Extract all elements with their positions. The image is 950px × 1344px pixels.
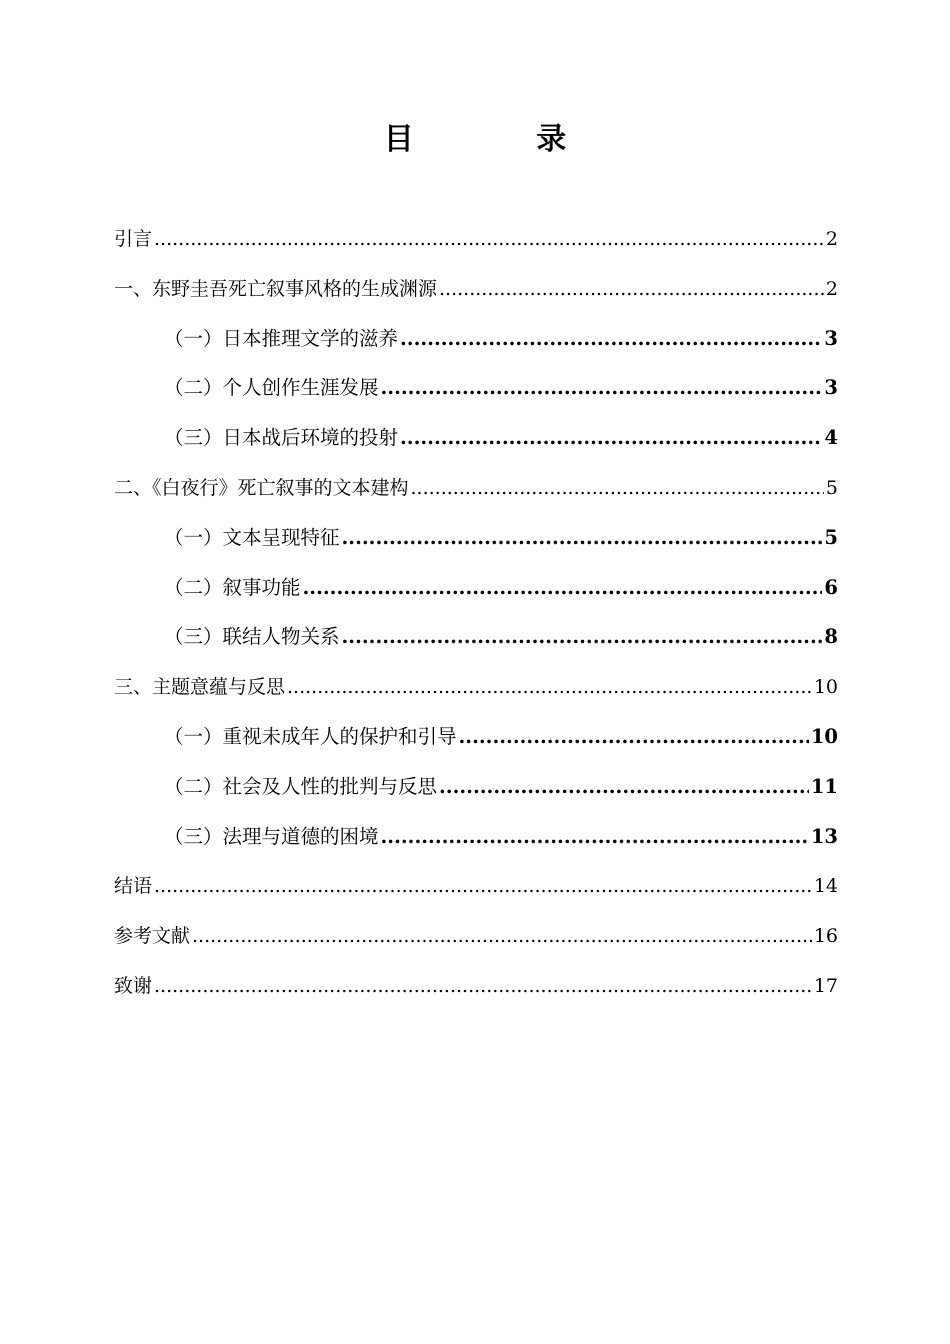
toc-title: 目 录 (383, 122, 623, 157)
toc-entry-acknowledgements[interactable] (114, 969, 838, 1019)
toc-page-number: 8 (824, 625, 838, 649)
toc-entry-section-3-2[interactable] (114, 770, 838, 820)
toc-dot-leader (411, 471, 824, 505)
toc-dot-leader (342, 620, 823, 654)
toc-dot-leader (303, 571, 823, 605)
toc-entry-references[interactable] (114, 919, 838, 969)
toc-page-number: 5 (824, 525, 838, 549)
toc-entry-introduction[interactable] (114, 222, 838, 272)
toc-dot-leader (192, 919, 812, 953)
toc-entry-section-1-2[interactable] (114, 371, 838, 421)
toc-page-number: 3 (824, 326, 838, 350)
toc-entry-text: （二）社会及人性的批判与反思 (164, 774, 438, 798)
toc-entry-text: （一）日本推理文学的滋养 (164, 326, 399, 350)
toc-entry-text: 二、《白夜行》死亡叙事的文本建构 (114, 476, 409, 499)
toc-dot-leader (400, 421, 822, 455)
toc-entry-section-1-3[interactable] (114, 421, 838, 471)
toc-dot-leader (381, 820, 809, 854)
toc-entry-text: 一、东野圭吾死亡叙事风格的生成渊源 (114, 277, 438, 300)
toc-entry-text: 三、主题意蕴与反思 (114, 676, 286, 699)
toc-page-number: 3 (824, 376, 838, 400)
toc-dot-leader (154, 969, 812, 1003)
toc-page-number: 5 (825, 476, 838, 499)
toc-dot-leader (400, 322, 822, 356)
toc-entry-text: （三）法理与道德的困境 (164, 824, 379, 848)
toc-entry-text: （二）叙事功能 (164, 575, 301, 599)
toc-dot-leader (439, 770, 809, 804)
toc-page-number: 2 (825, 277, 838, 300)
toc-entry-text: （二）个人创作生涯发展 (164, 376, 379, 400)
toc-page-number: 11 (810, 774, 838, 798)
toc-page-number: 17 (813, 974, 838, 997)
toc-entry-section-3-1[interactable] (114, 720, 838, 770)
toc-entry-text: 致谢 (114, 974, 153, 997)
toc-page-number: 14 (813, 875, 838, 898)
toc-entry-text: （一）文本呈现特征 (164, 525, 340, 549)
toc-entry-section-2-3[interactable] (114, 620, 838, 670)
toc-entry-section-2-2[interactable] (114, 571, 838, 621)
toc-dot-leader (287, 670, 812, 704)
toc-entry-chapter-1[interactable] (114, 272, 838, 322)
toc-entry-section-2-1[interactable] (114, 521, 838, 571)
toc-page-number: 4 (824, 426, 838, 450)
toc-page-number: 2 (825, 228, 838, 250)
toc-dot-leader (459, 720, 809, 754)
toc-entry-text: （三）日本战后环境的投射 (164, 426, 399, 450)
toc-entry-chapter-2[interactable] (114, 471, 838, 521)
toc-entry-conclusion[interactable] (114, 869, 838, 919)
toc-page-number: 10 (810, 724, 838, 748)
toc-dot-leader (154, 222, 824, 256)
toc-entry-section-1-1[interactable] (114, 322, 838, 372)
toc-entry-text: （三）联结人物关系 (164, 625, 340, 649)
table-of-contents (114, 222, 838, 1019)
toc-dot-leader (381, 371, 823, 405)
toc-entry-text: 结语 (114, 875, 153, 898)
toc-page-number: 10 (813, 676, 838, 699)
toc-dot-leader (342, 521, 823, 555)
toc-page-number: 13 (810, 824, 838, 848)
toc-page-number: 6 (824, 575, 838, 599)
toc-entry-section-3-3[interactable] (114, 820, 838, 870)
toc-dot-leader (154, 869, 812, 903)
toc-dot-leader (439, 272, 824, 306)
toc-entry-chapter-3[interactable] (114, 670, 838, 720)
toc-entry-text: （一）重视未成年人的保护和引导 (164, 724, 457, 748)
toc-page-number: 16 (813, 925, 838, 948)
toc-entry-text: 参考文献 (114, 925, 191, 948)
toc-entry-text: 引言 (114, 228, 153, 250)
